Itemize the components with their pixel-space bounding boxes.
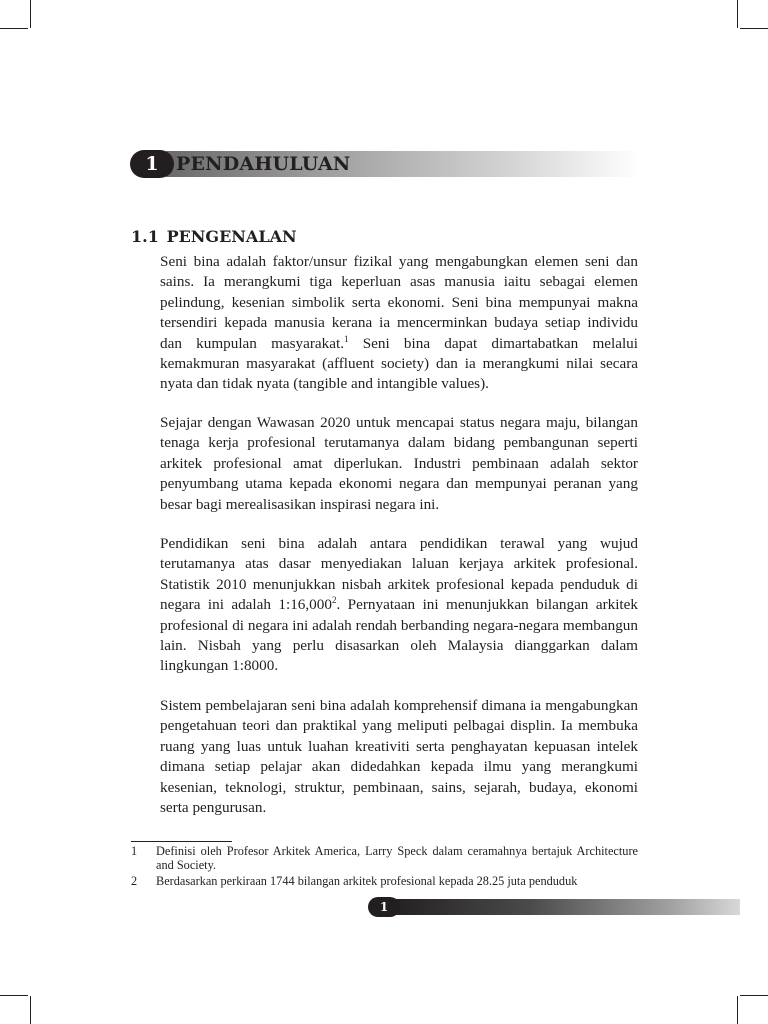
chapter-title: PENDAHULUAN: [176, 153, 351, 175]
crop-mark: [0, 28, 28, 29]
page-footer: [368, 897, 740, 917]
footer-gradient-bar: [388, 899, 740, 915]
footnote-divider: [131, 841, 232, 842]
paragraph-text: Pendidikan seni bina adalah antara pendidikan terawal yang wujud terutamanya atas dasar menyediakan laluan kerjaya arkitek profesional. Statistik 2010 menunjukkan nisbah arkitek profesional kepada penduduk di negara ini adalah 1:16,000: [160, 535, 638, 614]
crop-mark: [737, 996, 738, 1024]
paragraph-text: Seni bina dapat dimartabatkan melalui kemakmuran masyarakat (affluent society) dan ia merangkumi nilai secara nyata dan tidak nyata (tangible and intangible values).: [160, 334, 638, 393]
crop-mark: [30, 0, 31, 28]
body-paragraph: [160, 252, 638, 395]
footnote-text: Definisi oleh Profesor Arkitek America, Larry Speck dalam ceramahnya bertajuk Architecture and Society.: [156, 844, 638, 872]
footnote-number: 1: [131, 844, 138, 858]
footnote-reference[interactable]: 1: [344, 333, 349, 344]
chapter-banner: [130, 150, 640, 178]
crop-mark: [740, 28, 768, 29]
footnote-text: Berdasarkan perkiraan 1744 bilangan arkitek profesional kepada 28.25 juta penduduk: [156, 874, 578, 888]
crop-mark: [0, 995, 28, 996]
section-heading: [131, 227, 297, 246]
footnote-number: 2: [131, 874, 138, 888]
body-paragraph: [160, 534, 638, 677]
section-title: PENGENALAN: [166, 227, 297, 246]
crop-mark: [737, 0, 738, 28]
paragraph-text: Seni bina adalah faktor/unsur fizikal yang mengabungkan elemen seni dan sains. Ia merangkumi tiga keperluan asas manusia iaitu sebagai elemen pelindung, kesenian simbolik serta ekonomi. Seni bina mempunyai makna tersendiri kepada manusia kerana ia mencerminkan budaya setiap individu dan kumpulan masyarakat.: [160, 253, 638, 352]
crop-mark: [740, 995, 768, 996]
footnote: [131, 844, 638, 872]
page-number: 1: [368, 897, 400, 917]
section-number: 1.1: [131, 227, 159, 246]
body-paragraph: Sistem pembelajaran seni bina adalah komprehensif dimana ia mengabungkan pengetahuan teori dan praktikal yang meliputi pelbagai displin. Ia membuka ruang yang luas untuk luahan kreativiti serta penghayatan kepuasan intelek dimana setiap pelajar akan didedahkan kepada ilmu yang merangkumi kesenian, teknologi, struktur, pembinaan, sains, sejarah, budaya, ekonomi serta pengurusan.: [160, 697, 638, 817]
crop-mark: [30, 996, 31, 1024]
footnote: [131, 874, 638, 888]
paragraph-text: . Pernyataan ini menunjukkan bilangan arkitek profesional di negara ini adalah rendah berbanding negara-negara membangun lain. Nisbah yang perlu disasarkan oleh Malaysia dianggarkan dalam lingkungan 1:8000.: [160, 596, 638, 675]
body-paragraph: Sejajar dengan Wawasan 2020 untuk mencapai status negara maju, bilangan tenaga kerja profesional terutamanya dalam bidang pembangunan seperti arkitek profesional amat diperlukan. Industri pembinaan adalah sektor penyumbang utama kepada ekonomi negara dan mempunyai peranan yang besar bagi merealisasikan inspirasi negara ini.: [160, 414, 638, 513]
footnote-reference[interactable]: 2: [331, 595, 337, 606]
chapter-number: 1: [130, 150, 174, 178]
